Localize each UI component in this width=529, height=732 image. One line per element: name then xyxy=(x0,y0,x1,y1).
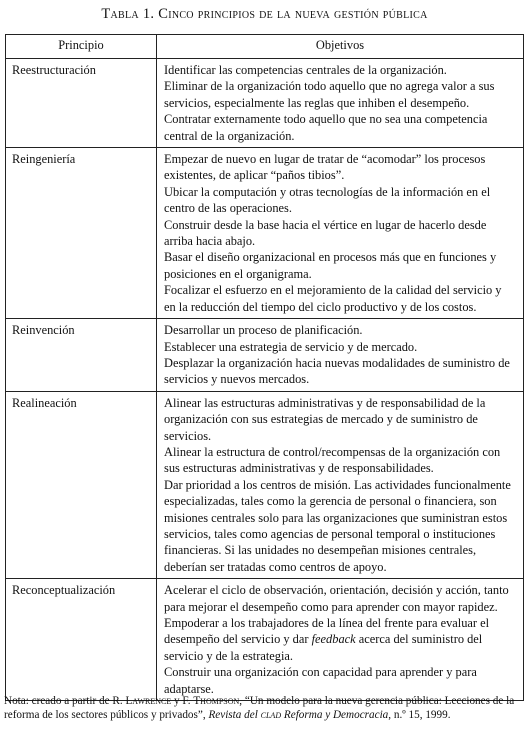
table-row xyxy=(6,579,524,701)
objetivo-emphasis: feedback xyxy=(311,632,356,647)
objetivo-text: Empoderar a los trabajadores de la línea del frente para evaluar el desempeño del servicio y dar xyxy=(164,616,490,647)
principio-cell: Reinvención xyxy=(6,319,157,392)
note-joiner: y F. xyxy=(171,695,194,707)
note-prefix: Nota: creado a partir de R. xyxy=(4,695,126,707)
principio-cell: Reingeniería xyxy=(6,148,157,319)
note-issue: , n.º 15, 1999. xyxy=(388,709,451,722)
header-row xyxy=(6,35,524,59)
header-principio: Principio xyxy=(6,35,157,59)
objetivo-item: Basar el diseño organizacional en procesos más que en funciones y posiciones en el organigrama. xyxy=(164,250,497,281)
principles-table xyxy=(5,34,524,701)
note-title: , “Un modelo para la nueva gerencia pública: Lecciones de la reforma de los sectores públicos y privados”, xyxy=(4,695,515,722)
note-author1: Lawrence xyxy=(125,695,172,707)
principio-cell: Reestructuración xyxy=(6,59,157,148)
principio-cell: Realineación xyxy=(6,391,157,578)
objetivos-cell xyxy=(157,391,524,578)
objetivo-item: Alinear la estructura de control/recompensas de la organización con sus estructuras administrativas y de responsabilidades. xyxy=(164,444,501,476)
objetivo-item xyxy=(164,615,515,664)
objetivo-item: Acelerar el ciclo de observación, orientación, decisión y acción, tanto para mejorar el desempeño como para aprender con mayor rapidez. xyxy=(164,583,509,614)
objetivo-item: Dar prioridad a los centros de misión. Las actividades funcionalmente especializadas, tales como la gerencia de personal o financiera, son misiones centrales solo para las organizaciones que suministran estos servicios, tales como agencias de personal temporal o instituciones financieras. Si las unidades no desempeñan misiones centrales, deberían ser tratadas como centros de apoyo. xyxy=(164,477,511,574)
note-journal-clad: clad xyxy=(260,709,282,722)
table-caption: Tabla 1. Cinco principios de la nueva gestión pública xyxy=(101,6,428,22)
note-author2: Thompson xyxy=(193,695,240,707)
source-note xyxy=(4,694,526,723)
header-objetivos: Objetivos xyxy=(157,35,524,59)
objetivos-cell xyxy=(157,579,524,701)
note-journal-b: Reforma y Democracia xyxy=(281,709,389,722)
objetivo-item: Identificar las competencias centrales de la organización. xyxy=(164,63,447,77)
objetivo-item: Construir una organización con capacidad para aprender y para adaptarse. xyxy=(164,665,477,696)
objetivos-cell xyxy=(157,59,524,148)
principio-cell: Reconceptualización xyxy=(6,579,157,701)
table-row xyxy=(6,391,524,578)
table-row xyxy=(6,148,524,319)
objetivo-item: Establecer una estrategia de servicio y de mercado. xyxy=(164,339,418,354)
objetivo-item: Contratar externamente todo aquello que no sea una competencia central de la organización. xyxy=(164,112,488,143)
objetivos-cell xyxy=(157,148,524,319)
objetivo-item: Alinear las estructuras administrativas y de responsabilidad de la organización con sus estrategias de mercado y de suministro de servicios. xyxy=(164,395,486,443)
objetivo-item: Focalizar el esfuerzo en el mejoramiento de la calidad del servicio y en la reducción del tiempo del ciclo productivo y de los costos. xyxy=(164,283,502,314)
objetivo-item: Empezar de nuevo en lugar de tratar de “acomodar” los procesos existentes, de aplicar “paños tibios”. xyxy=(164,152,486,183)
table-header xyxy=(6,35,524,59)
note-journal-a: Revista del xyxy=(208,709,261,722)
objetivo-item: Construir desde la base hacia el vértice en lugar de hacerlo desde arriba hacia abajo. xyxy=(164,217,487,249)
table-row xyxy=(6,319,524,392)
table-row xyxy=(6,59,524,148)
objetivo-item: Desplazar la organización hacia nuevas modalidades de suministro de servicios y nuevos mercados. xyxy=(164,355,510,387)
objetivo-item: Desarrollar un proceso de planificación. xyxy=(164,323,363,338)
table-body xyxy=(6,59,524,701)
objetivos-cell xyxy=(157,319,524,392)
objetivo-item: Ubicar la computación y otras tecnologías de la información en el centro de las operaciones. xyxy=(164,184,491,216)
objetivo-text: acerca del suministro del servicio y de la estrategia. xyxy=(164,632,483,663)
objetivo-item: Eliminar de la organización todo aquello que no agrega valor a sus servicios, especialmente las reglas que inhiben el desempeño. xyxy=(164,79,495,110)
